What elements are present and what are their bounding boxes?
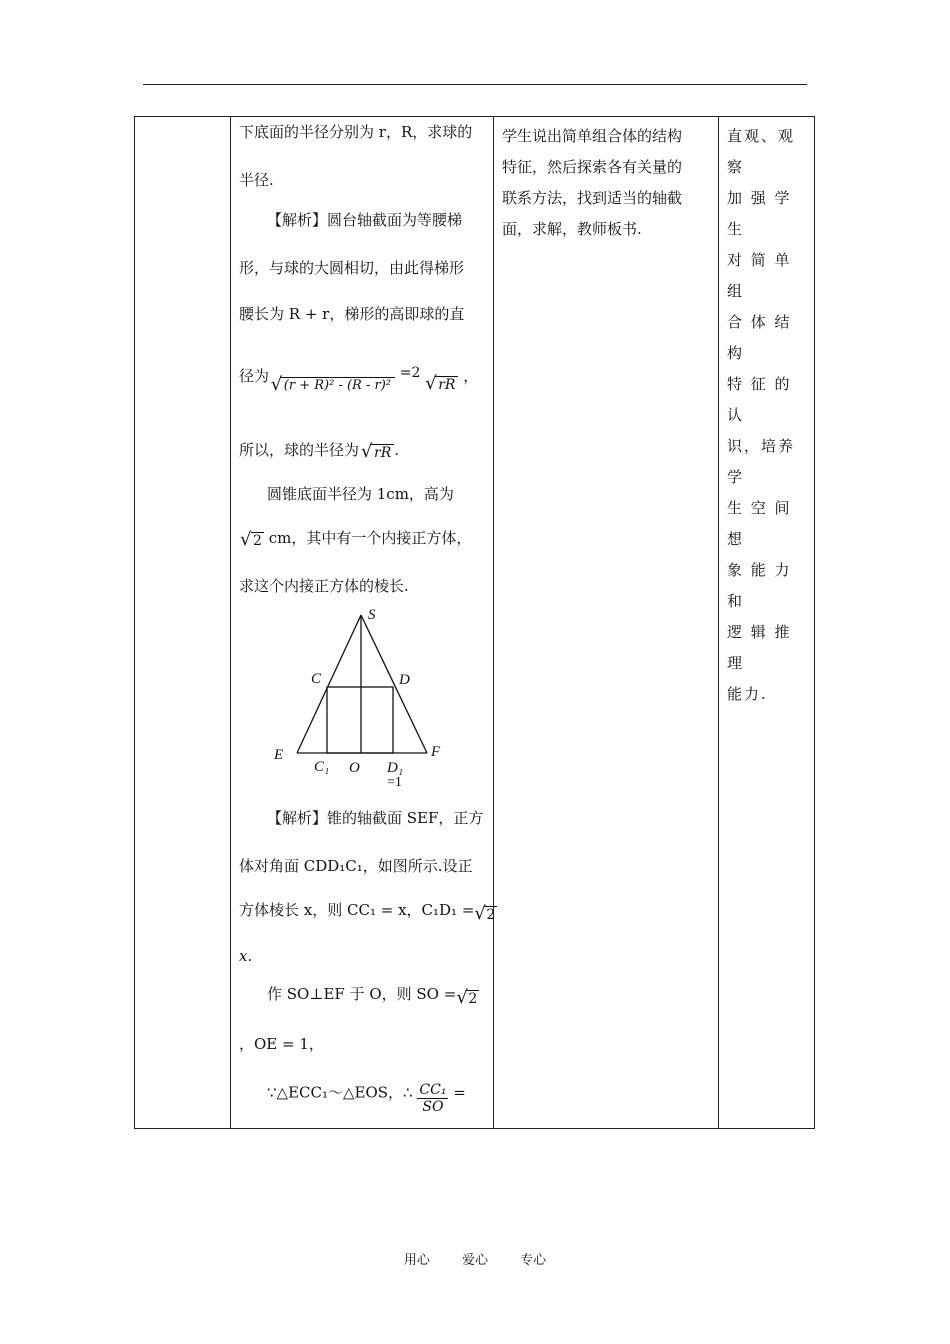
text-line: 下底面的半径分别为 r，R，求球的 xyxy=(239,123,473,141)
text-line xyxy=(239,899,497,924)
label-O: O xyxy=(349,760,360,776)
text-line: 学生说出简单组合体的结构 xyxy=(502,127,683,145)
formula-text: (r + R)² - (R - r)² xyxy=(283,378,391,393)
text-line: 生 空 间 想 xyxy=(727,499,792,548)
label-C: C xyxy=(311,671,322,687)
text-line: 加 强 学 生 xyxy=(727,189,792,238)
text-segment: cm，其中有一个内接正方体， xyxy=(263,529,472,547)
footer-text: 专心 xyxy=(520,1253,547,1268)
text-segment: =2 xyxy=(399,365,421,381)
intent-cell xyxy=(719,117,816,710)
label-S: S xyxy=(368,607,376,623)
label-F: F xyxy=(431,744,441,760)
cone-edge-SF xyxy=(361,615,427,753)
header-rule xyxy=(143,84,807,85)
text-line: 求这个内接正方体的棱长. xyxy=(239,577,409,595)
page-footer xyxy=(0,1249,950,1268)
formula-line xyxy=(239,365,479,395)
text-line xyxy=(267,983,479,1008)
label-E: E xyxy=(274,747,284,763)
text-segment: 作 SO⊥EF 于 O，则 SO = xyxy=(267,985,457,1003)
formula-text: 2 xyxy=(486,907,496,923)
text-segment: x. xyxy=(239,947,253,965)
text-line: 识，培养学 xyxy=(727,437,796,486)
lesson-table xyxy=(134,116,815,1129)
text-segment: ∵△ECC₁～△EOS，∴ xyxy=(267,1083,413,1102)
label-C1: C₁ xyxy=(314,759,330,775)
text-line: 特征，然后探索各有关量的 xyxy=(502,158,683,176)
cone-edge-SE xyxy=(297,615,361,753)
label-D1: D₁ xyxy=(387,760,404,776)
sqrt-expression: √ rR xyxy=(435,376,458,393)
fraction-denominator: SO xyxy=(422,1099,444,1115)
formula-text: 2 xyxy=(468,991,478,1007)
fraction-numerator: CC₁ xyxy=(419,1082,447,1098)
footer-text: 用心 xyxy=(403,1253,430,1268)
text-line xyxy=(267,1077,466,1115)
sqrt-expression: √ 2 xyxy=(240,529,262,550)
text-line: 面，求解，教师板书. xyxy=(502,220,642,238)
text-line xyxy=(239,947,252,965)
text-segment: 径为 xyxy=(239,367,270,385)
text-line: 【解析】圆台轴截面为等腰梯 xyxy=(267,211,463,229)
text-segment: = xyxy=(453,1083,466,1102)
text-line: 半径. xyxy=(239,171,274,189)
activity-cell xyxy=(494,117,719,245)
footer-text: 爱心 xyxy=(461,1253,488,1268)
fraction xyxy=(417,1082,448,1115)
sqrt-expression: √ (r + R)² - (R - r)² xyxy=(280,377,395,393)
text-line xyxy=(239,527,471,548)
text-segment: 方体棱长 x，则 CC₁ = x，C₁D₁ = xyxy=(239,901,475,919)
label-eq1: =1 xyxy=(387,775,402,790)
formula-text: 2 xyxy=(253,533,262,549)
text-line: 对 简 单 组 xyxy=(727,251,792,300)
cone-cross-section-figure xyxy=(269,601,489,791)
text-line: ，OE = 1， xyxy=(239,1035,324,1053)
text-line: 特 征 的 认 xyxy=(727,375,792,424)
inscribed-square xyxy=(327,687,393,753)
text-line: 逻 辑 推 理 xyxy=(727,623,792,672)
text-line: 合 体 结 构 xyxy=(727,313,792,362)
text-line: 腰长为 R + r，梯形的高即球的直 xyxy=(239,305,465,323)
text-line xyxy=(239,439,399,460)
sqrt-expression: √ rR xyxy=(371,444,394,461)
text-line: 圆锥底面半径为 1cm，高为 xyxy=(267,485,454,503)
sqrt-expression: √ 2 xyxy=(474,903,496,924)
formula-text: rR xyxy=(374,445,392,461)
text-segment: 【解析】锥的轴截面 SEF，正方 xyxy=(267,809,484,827)
text-line: 体对角面 CDD₁C₁，如图所示.设正 xyxy=(239,857,473,875)
text-segment: . xyxy=(394,441,400,459)
text-line xyxy=(267,807,483,828)
formula-text: rR xyxy=(438,377,456,393)
text-line: 形，与球的大圆相切，由此得梯形 xyxy=(239,259,465,277)
text-line: 联系方法，找到适当的轴截 xyxy=(502,189,683,207)
text-segment: 所以，球的半径为 xyxy=(239,441,360,459)
text-line: 直观、观察 xyxy=(727,127,796,176)
text-line: 象 能 力 和 xyxy=(727,561,792,610)
label-D: D xyxy=(399,672,410,688)
text-line: 能力. xyxy=(727,685,768,703)
sqrt-expression: √ 2 xyxy=(456,987,478,1008)
content-cell xyxy=(231,117,494,1128)
text-segment: ， xyxy=(463,367,479,385)
